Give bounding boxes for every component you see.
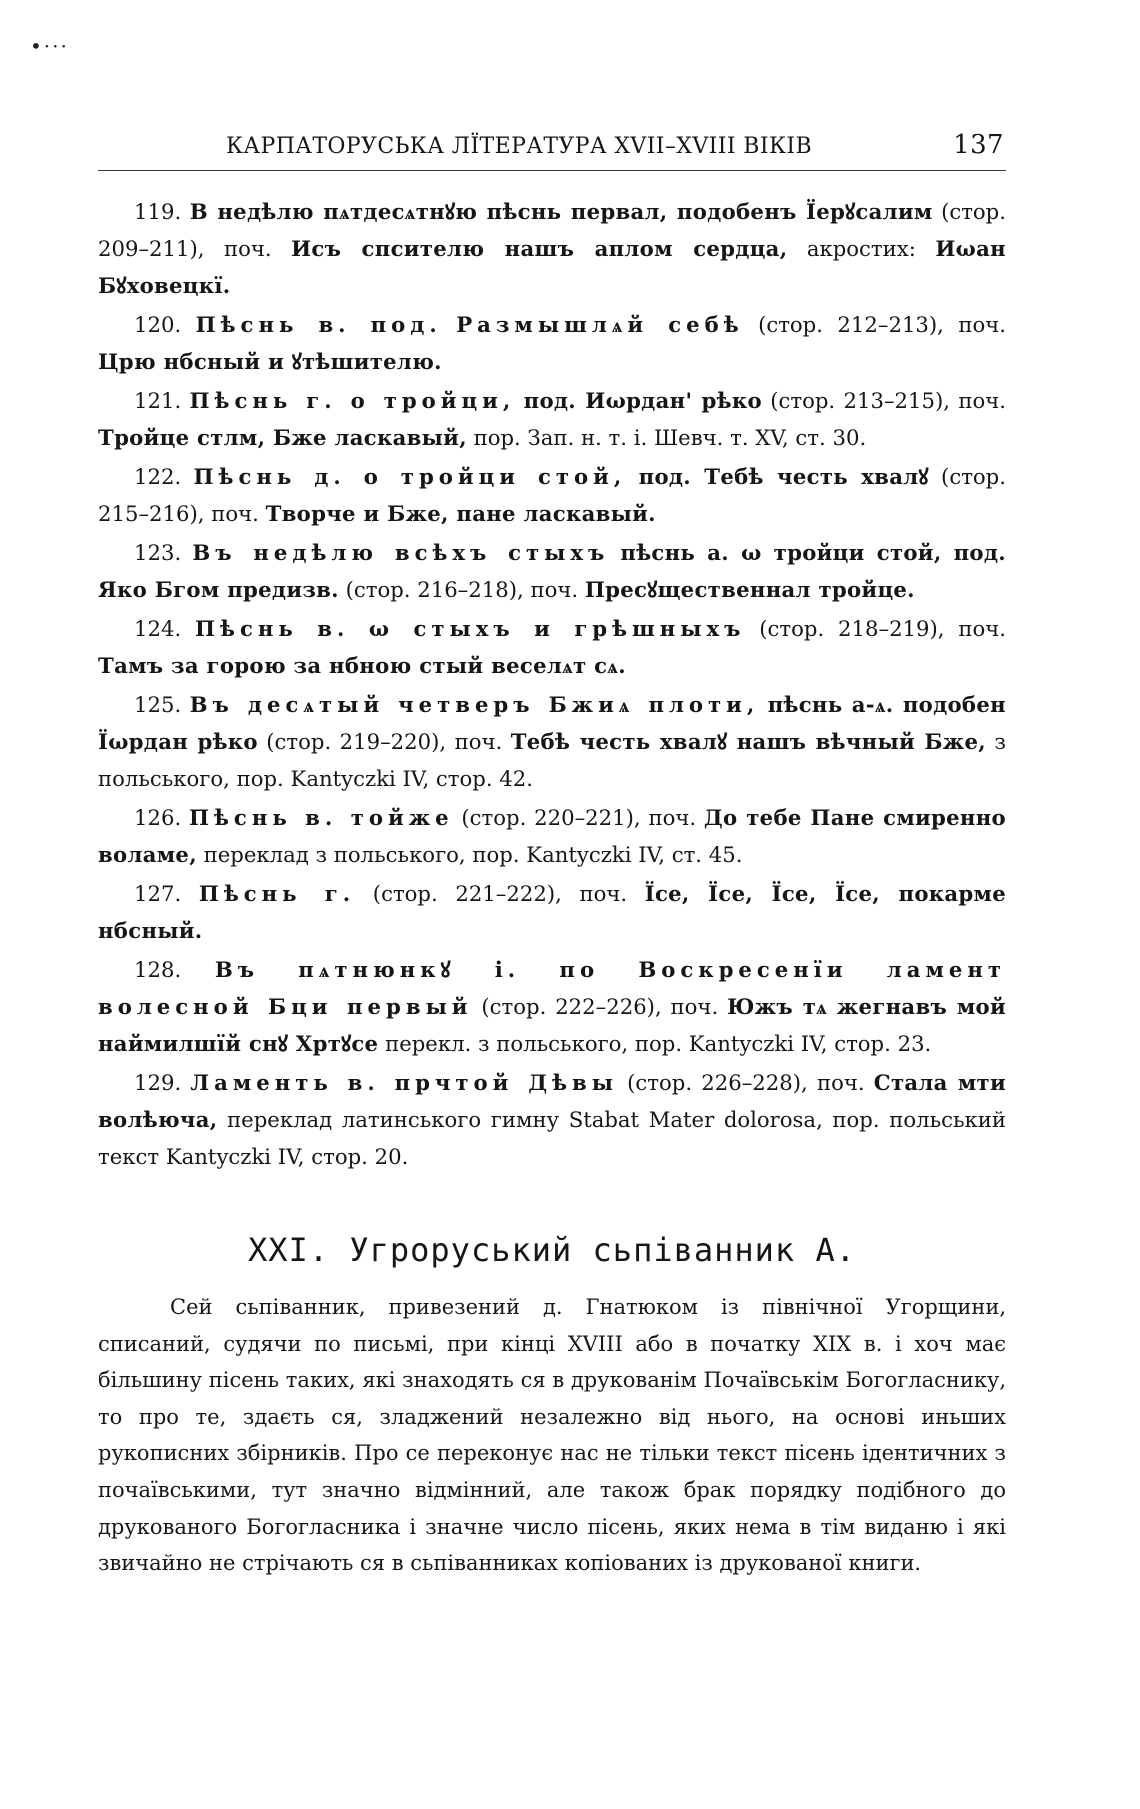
church-slavonic-title: Пѣснь г.: [198, 881, 356, 906]
entry-text: акростих:: [787, 236, 936, 261]
church-slavonic-text: пѣснь а. ω тройци стой, под. Яко Бгом предизв.: [98, 540, 1006, 602]
church-slavonic-text: Тебѣ честь хвалꙋ нашъ вѣчный Бже,: [510, 729, 986, 754]
entry-text: (стор. 212–213), поч.: [743, 312, 1006, 337]
church-slavonic-text: В недѣлю пѧтдесѧтнꙋю пѣснь первал, подобенъ Їерꙋсалим: [189, 199, 933, 224]
entry-text: (стор. 222–226), поч.: [472, 994, 728, 1019]
running-title: КАРПАТОРУСЬКА ЛЇТЕРАТУРА XVII–XVIII ВІКІВ: [226, 134, 813, 159]
church-slavonic-text: Їсе, Їсе, Їсе, Їсе, покарме нбсный.: [98, 881, 1006, 943]
entry-number: 119.: [134, 199, 182, 224]
entry-text: (стор. 216–218), поч.: [338, 577, 585, 602]
church-slavonic-text: Тройце стлм, Бже ласкавый,: [98, 425, 467, 450]
church-slavonic-text: Южъ тѧ жегнавъ мой наймилшїй снꙋ Хртꙋсе: [98, 994, 1006, 1056]
section-paragraph: Сей сьпіванник, привезений д. Гнатюком із північної Угорщини, списаний, судячи по письмі, при кінці XVIII або в початку XIX в. і хоч має більшину пісень таких, які знаходять ся в друкованім Почаївськім Богогласнику, то про те, здаєть ся, зладжений незалежно від нього, на основі иньших рукописних збірників. Про се переконує нас не тільки текст пісень ідентичних з почаївськими, тут значно відмінний, але також брак порядку подібного до друкованого Богогласника і значне число пісень, яких нема в тім виданю і які звичайно не стрічають ся в сьпіванниках копіованих із друкованої книги.: [98, 1295, 1006, 1576]
entry-text: [609, 540, 620, 565]
church-slavonic-title: Размышлѧй себѣ: [456, 312, 744, 337]
church-slavonic-text: Стала мти волѣюча,: [98, 1070, 1006, 1132]
church-slavonic-text: Творче и Бже, пане ласкавый.: [265, 501, 656, 526]
catalog-entry: [98, 951, 1006, 1062]
entry-text: переклад з польського, пор. Kantyczki IV, ст. 45.: [196, 842, 743, 867]
entry-text: з польського, пор. Kantyczki IV, стор. 42.: [98, 729, 1006, 791]
church-slavonic-title: Въ десѧтый четверъ Бжиѧ плоти,: [189, 692, 760, 717]
church-slavonic-text: До тебе Пане смиренно воламе,: [98, 805, 1006, 867]
church-slavonic-text: пѣснь а-ѧ. подобен Їωрдан рѣко: [98, 692, 1006, 754]
entry-text: пор. Зап. н. т. і. Шевч. т. XV, ст. 30.: [466, 425, 867, 450]
entry-number: 125.: [134, 692, 182, 717]
church-slavonic-title: Въ недѣлю всѣхъ стыхъ: [192, 540, 610, 565]
catalog-entry: [98, 799, 1006, 873]
entry-number: 120.: [134, 312, 182, 337]
entry-text: (стор. 219–220), поч.: [257, 729, 511, 754]
entry-text: переклад латинського гимну Stabat Mater dolorosa, пор. польський текст Kantyczki IV, стор. 20.: [98, 1107, 1006, 1169]
church-slavonic-text: под. Иωрдан' рѣко: [523, 388, 762, 413]
church-slavonic-title: Въ пѧтнюнкꙋ і. по Воскресенїи ламент волесной Бци первый: [98, 957, 1006, 1019]
catalog-entry: [98, 1064, 1006, 1175]
catalog-entry: [98, 610, 1006, 684]
church-slavonic-title: Пѣснь в. тойже: [189, 805, 454, 830]
page-number: 137: [953, 130, 1004, 160]
entry-number: 127.: [134, 881, 182, 906]
entry-text: (стор. 215–216), поч.: [98, 464, 1006, 526]
section-heading: XXI. Угроруський сьпіванник А.: [248, 1231, 856, 1269]
entry-text: [626, 464, 638, 489]
church-slavonic-text: под. Тебѣ честь хвалꙋ: [638, 464, 929, 489]
entry-number: 129.: [134, 1070, 182, 1095]
entry-number: 124.: [134, 616, 182, 641]
church-slavonic-text: Иωан Бꙋховецкї.: [98, 236, 1006, 298]
entry-text: [759, 692, 767, 717]
page: [98, 130, 1006, 1582]
church-slavonic-title: Ламенть в. прчтой Дѣвы: [190, 1070, 618, 1095]
entry-text: перекл. з польського, пор. Kantyczki IV, стор. 23.: [378, 1031, 932, 1056]
catalog-entry: [98, 875, 1006, 949]
entry-text: (стор. 220–221), поч.: [453, 805, 704, 830]
church-slavonic-title: Пѣснь в. ω стыхъ и грѣшныхъ: [195, 616, 746, 641]
church-slavonic-text: Пресꙋщественнал тройце.: [584, 577, 915, 602]
catalog-entry: [98, 382, 1006, 456]
corner-mark: •···: [30, 34, 69, 58]
entry-text: [442, 312, 456, 337]
church-slavonic-text: Црю нбсный и ꙋтѣшителю.: [98, 349, 442, 374]
church-slavonic-text: Исъ спсителю нашъ аплом сердца,: [291, 236, 788, 261]
entry-list: [98, 193, 1006, 1175]
catalog-entry: [98, 458, 1006, 532]
catalog-entry: [98, 193, 1006, 304]
entry-number: 126.: [134, 805, 182, 830]
running-head: [98, 130, 1006, 171]
entry-text: (стор. 209–211), поч.: [98, 199, 1006, 261]
church-slavonic-title: Пѣснь г. о тройци,: [189, 388, 516, 413]
entry-text: (стор. 213–215), поч.: [761, 388, 1006, 413]
entry-text: (стор. 221–222), поч.: [355, 881, 645, 906]
entry-text: [515, 388, 523, 413]
church-slavonic-text: Тамъ за горою за нбною стый веселѧт сѧ.: [98, 653, 626, 678]
entry-number: 122.: [134, 464, 182, 489]
entry-number: 128.: [134, 957, 182, 982]
church-slavonic-title: Пѣснь в. под.: [195, 312, 442, 337]
catalog-entry: [98, 306, 1006, 380]
entry-number: 123.: [134, 540, 182, 565]
catalog-entry: [98, 534, 1006, 608]
entry-text: (стор. 218–219), поч.: [745, 616, 1006, 641]
catalog-entry: [98, 686, 1006, 797]
church-slavonic-title: Пѣснь д. о тройци стой,: [193, 464, 627, 489]
entry-text: (стор. 226–228), поч.: [617, 1070, 874, 1095]
entry-number: 121.: [134, 388, 182, 413]
